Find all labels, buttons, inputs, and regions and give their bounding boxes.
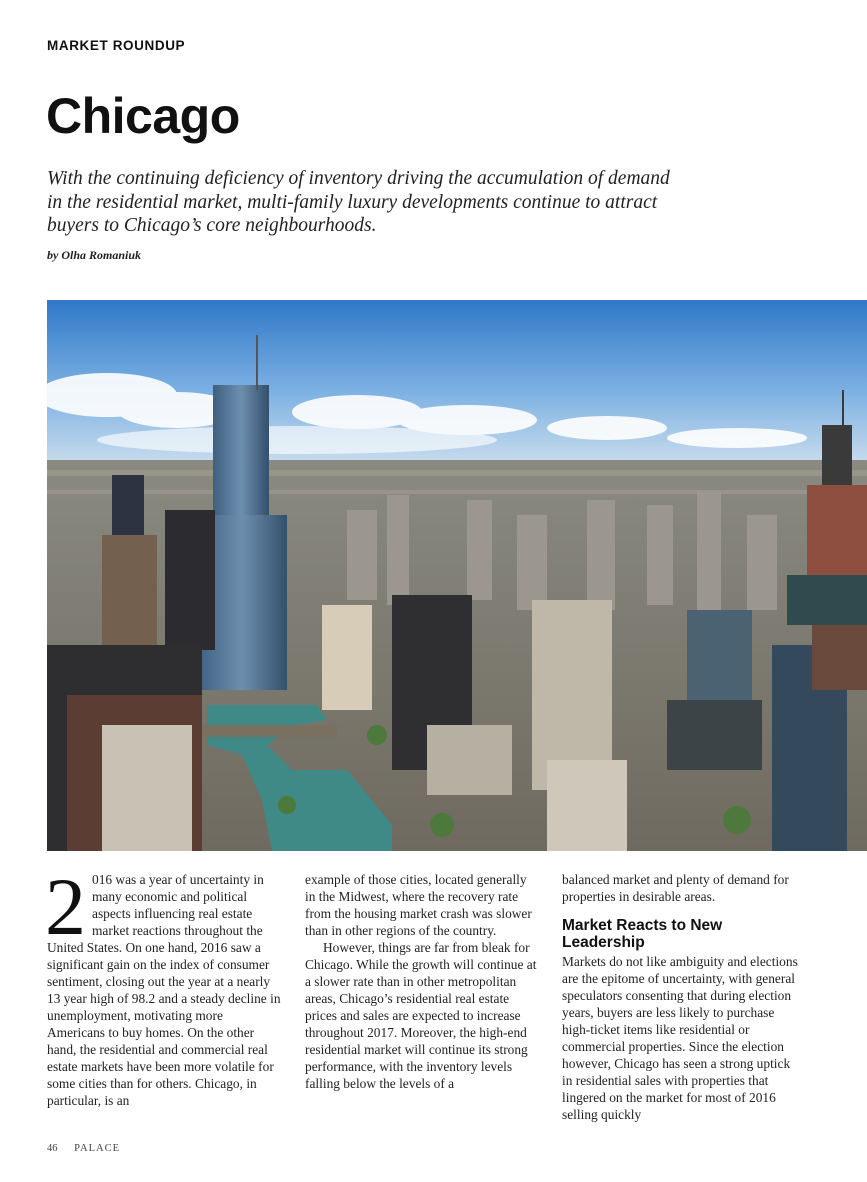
section-label: MARKET ROUNDUP: [47, 38, 186, 53]
byline: by Olha Romaniuk: [47, 248, 142, 262]
section-subheading: Market Reacts to New Leadership: [562, 917, 723, 951]
page-number: 46: [47, 1143, 58, 1154]
body-column-1: [45, 861, 282, 1109]
chicago-skyline-aerial-photo: [47, 300, 867, 851]
body-paragraph: 016 was a year of uncertainty in many economic and political aspects influencing real estate market reactions throughout the United States. On one hand, 2016 saw a significant gain on the index of consumer sentiment, closing out the year at a nearly 13 year high of 98.2 and a steady decline in unemployment, motivating more Americans to buy homes. On the other hand, the residential and commercial real estate markets have been more volatile for some cities than for others. Chicago, in particular, is an: [47, 872, 281, 1108]
body-paragraph: example of those cities, located generally in the Midwest, where the recovery rate from the housing market crash was slower than in other regions of the country.: [305, 872, 532, 938]
body-paragraph: However, things are far from bleak for Chicago. While the growth will continue at a slower rate than in other metropolitan areas, Chicago’s residential real estate prices and sales are expected to increase throughout 2017. Moreover, the high-end residential market will continue its strong performance, with the inventory levels falling below the levels of a: [305, 940, 537, 1091]
drop-cap: 2: [45, 861, 86, 952]
body-column-2: [305, 871, 540, 1092]
body-paragraph: balanced market and plenty of demand for properties in desirable areas.: [562, 872, 789, 904]
article-title: Chicago: [46, 88, 240, 144]
article-deck: With the continuing deficiency of inventory driving the accumulation of demand in the residential market, multi-family luxury developments continue to attract buyers to Chicago’s core neighbourhoods.: [47, 168, 670, 236]
publication-name: PALACE: [74, 1143, 120, 1154]
page-footer: [47, 1143, 120, 1154]
body-paragraph: Markets do not like ambiguity and elections are the epitome of uncertainty, with general speculators consenting that during election years, buyers are less likely to purchase high-ticket items like residential or commercial properties. Since the election however, Chicago has seen a strong uptick in residential sales with properties that lingered on the market for most of 2016 selling quickly: [562, 954, 798, 1122]
body-column-3: [562, 871, 802, 1123]
